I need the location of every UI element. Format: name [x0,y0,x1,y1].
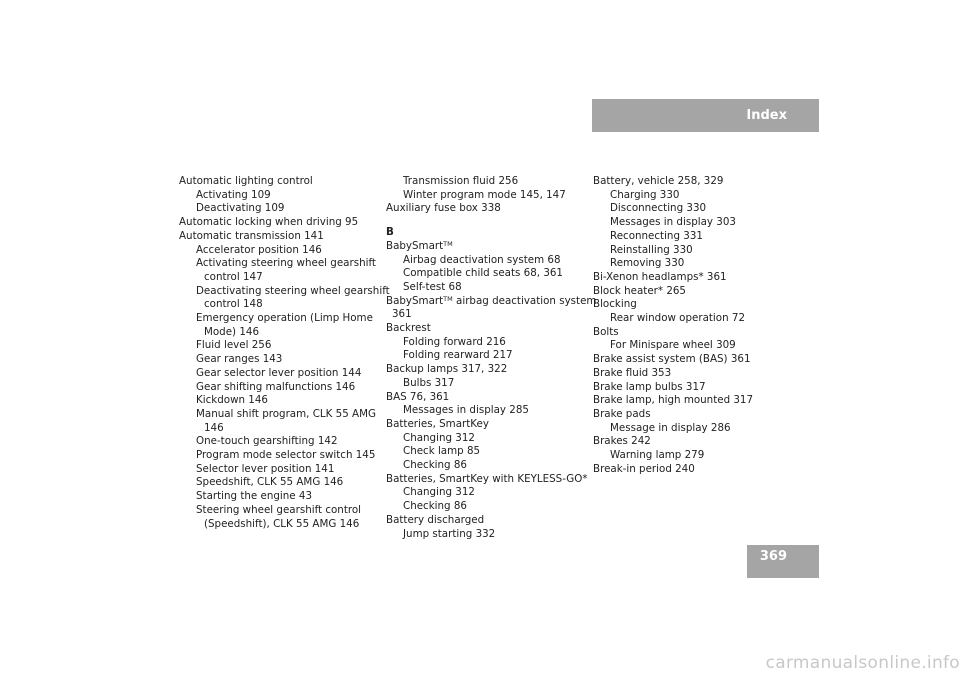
index-subentry: Self-test 68 [403,280,462,293]
index-subentry: Accelerator position 146 [196,243,322,256]
index-subentry: Emergency operation (Limp Home [196,312,373,325]
index-subentry: Gear ranges 143 [196,353,283,366]
index-entry: BAS 76, 361 [386,390,450,403]
index-subentry: Check lamp 85 [403,445,481,458]
index-entry: Battery, vehicle 258, 329 [593,175,724,187]
index-subentry: Kickdown 146 [196,394,268,407]
index-subentry: Gear shifting malfunctions 146 [196,380,356,393]
index-entry: Brake lamp, high mounted 317 [593,394,754,407]
index-subentry: For Minispare wheel 309 [610,339,736,352]
trademark-mark: TM [443,239,453,248]
index-entry: Blocking [593,298,637,311]
index-subentry: Gear selector lever position 144 [196,366,362,379]
index-letter-heading: B [386,226,394,239]
index-subentry: Messages in display 285 [403,404,529,417]
index-entry: Batteries, SmartKey [386,417,489,430]
index-subentry: Reinstalling 330 [610,243,693,256]
index-subentry: Folding rearward 217 [403,349,513,362]
index-subentry: Jump starting 332 [403,527,496,540]
watermark: carmanualsonline.info [765,653,960,673]
index-entry: Automatic locking when driving 95 [179,216,359,229]
index-entry [386,294,597,309]
section-title: Index [746,108,787,123]
index-subentry: Changing 312 [403,431,475,444]
index-subentry: Deactivating 109 [196,202,285,215]
index-entry: Brake assist system (BAS) 361 [593,353,751,366]
index-column-2 [386,175,597,541]
index-subentry: Warning lamp 279 [610,449,705,462]
index-subentry: Speedshift, CLK 55 AMG 146 [196,476,344,489]
page-number: 369 [759,549,787,564]
index-entry: Break-in period 240 [593,462,695,475]
entry-text: airbag deactivation system [452,294,597,307]
index-subentry-continued: Mode) 146 [204,325,259,338]
index-subentry: Rear window operation 72 [610,312,745,325]
entry-text: BabySmart [386,239,444,252]
section-header [592,99,819,132]
index-subentry: Steering wheel gearshift control [196,503,362,516]
index-column-1 [179,175,390,531]
index-entry: Brake fluid 353 [593,366,672,379]
index-subentry: Disconnecting 330 [610,202,707,215]
index-entry: Block heater* 265 [593,284,686,297]
index-subentry-continued: 146 [204,421,224,434]
index-subentry: Messages in display 303 [610,216,736,229]
index-subentry: Checking 86 [403,500,467,513]
index-entry: Brake lamp bulbs 317 [593,380,706,393]
index-subentry: Message in display 286 [610,421,731,434]
index-entry: Brakes 242 [593,435,651,448]
index-subentry: Winter program mode 145, 147 [403,188,566,201]
index-subentry: Folding forward 216 [403,335,506,348]
trademark-mark: TM [443,294,453,303]
index-subentry: Program mode selector switch 145 [196,449,376,462]
index-subentry: Selector lever position 141 [196,462,335,475]
index-entry: Batteries, SmartKey with KEYLESS-GO* [386,472,588,485]
index-subentry: Manual shift program, CLK 55 AMG [196,407,376,420]
index-subentry-continued: control 147 [204,270,263,283]
index-subentry: Removing 330 [610,257,685,270]
index-subentry: Transmission fluid 256 [403,175,519,187]
index-entry: Bolts [593,325,619,338]
index-entry: Brake pads [593,407,651,420]
index-entry-continued: 361 [392,308,412,321]
index-entry: Backrest [386,322,431,335]
index-entry: Automatic lighting control [179,175,313,187]
index-subentry-continued: control 148 [204,298,263,311]
page-number-tab [747,545,819,578]
index-subentry: Charging 330 [610,188,680,201]
index-entry: Battery discharged [386,513,485,526]
index-subentry: Deactivating steering wheel gearshift [196,284,390,297]
index-subentry: Activating steering wheel gearshift [196,257,376,270]
index-subentry: Checking 86 [403,459,467,472]
index-subentry: Activating 109 [196,188,271,201]
index-entry: Automatic transmission 141 [179,229,324,242]
index-entry: Backup lamps 317, 322 [386,363,508,376]
index-subentry: Changing 312 [403,486,475,499]
index-column-3 [593,175,793,476]
index-subentry: Starting the engine 43 [196,490,313,503]
index-entry: Bi-Xenon headlamps* 361 [593,270,727,283]
index-entry: Auxiliary fuse box 338 [386,202,501,215]
index-subentry: Reconnecting 331 [610,229,703,242]
index-entry [386,240,586,254]
index-subentry: Compatible child seats 68, 361 [403,267,563,280]
index-subentry: One-touch gearshifting 142 [196,435,338,448]
index-subentry-continued: (Speedshift), CLK 55 AMG 146 [204,517,360,530]
index-subentry: Airbag deactivation system 68 [403,253,561,266]
index-subentry: Bulbs 317 [403,376,455,389]
index-subentry: Fluid level 256 [196,339,272,352]
entry-text: BabySmart [386,294,444,307]
